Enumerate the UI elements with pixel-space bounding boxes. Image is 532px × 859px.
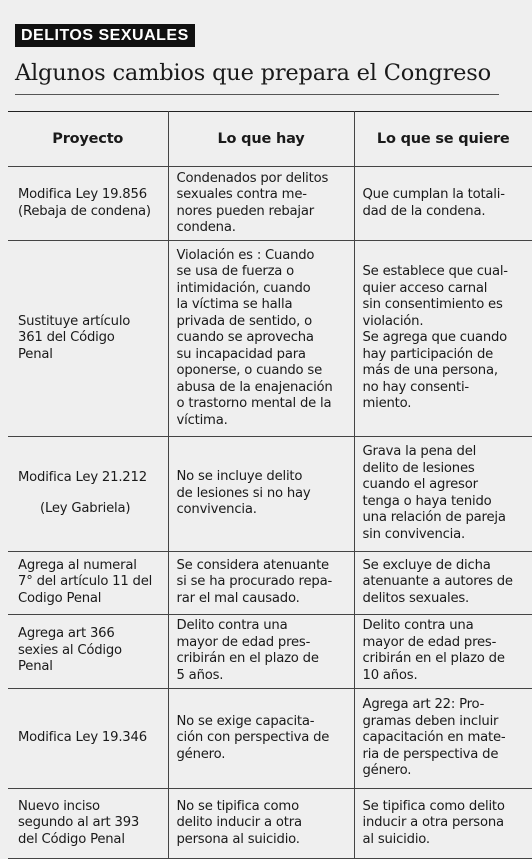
- cell-proyecto: [8, 688, 168, 788]
- cell-text-line: Modifica Ley 21.212: [18, 470, 147, 486]
- cell-text-line: hay participación de: [362, 346, 494, 362]
- table-row: [8, 437, 532, 551]
- cell-text-line: delito de lesiones: [362, 460, 475, 476]
- cell-text-line: intimidación, cuando: [176, 280, 311, 296]
- cell-text-line: Modifica Ley 19.346: [18, 730, 147, 746]
- cell-text-line: inducir a otra persona: [362, 815, 504, 831]
- cell-text-line: Penal: [18, 659, 53, 675]
- cell-text-line: al suicidio.: [362, 831, 430, 847]
- cell-text-line: Penal: [18, 346, 53, 362]
- cell-text-line: nores pueden rebajar: [176, 203, 314, 219]
- cell-text-line: No se exige capacita-: [176, 713, 315, 729]
- title-divider: [15, 94, 499, 95]
- cell-text-line: Condenados por delitos: [176, 170, 329, 186]
- cell-text-line: oponerse, o cuando se: [176, 363, 322, 379]
- section-badge: DELITOS SEXUALES: [15, 24, 195, 47]
- table-row: [8, 241, 532, 437]
- cell-text-line: víctima.: [176, 412, 228, 428]
- cell-lo-que-se-quiere: [354, 551, 532, 614]
- cell-text-line: Se considera atenuante: [176, 557, 329, 573]
- cell-text-line: o trastorno mental de la: [176, 396, 332, 412]
- cell-proyecto: [8, 167, 168, 241]
- cell-text-line: rar el mal causado.: [176, 590, 300, 606]
- cell-text-line: ria de perspectiva de: [362, 746, 499, 762]
- table-row: [8, 614, 532, 688]
- cell-text-line: No se tipifica como: [176, 798, 299, 814]
- cell-lo-que-hay: [168, 614, 354, 688]
- cell-text-line: sin consentimiento es: [362, 297, 503, 313]
- cell-text-line: Agrega art 22: Pro-: [362, 697, 485, 713]
- cell-text-line: mayor de edad pres-: [362, 634, 497, 650]
- cell-text-line: mayor de edad pres-: [176, 634, 311, 650]
- cell-text-line: 7° del artículo 11 del: [18, 574, 153, 590]
- cell-text-line: miento.: [362, 396, 412, 412]
- cell-text-line: Modifica Ley 19.856: [18, 187, 147, 203]
- cell-text-line: cuando se aprovecha: [176, 330, 314, 346]
- cell-text-line: cribirán en el plazo de: [176, 651, 319, 667]
- cell-text-line: gramas deben incluir: [362, 713, 499, 729]
- cell-text-line: dad de la condena.: [362, 203, 486, 219]
- cell-lo-que-hay: [168, 437, 354, 551]
- cell-text-line: Se agrega que cuando: [362, 330, 508, 346]
- cell-text-line: (Rebaja de condena): [18, 203, 151, 219]
- cell-text-line: Se tipifica como delito: [362, 798, 505, 814]
- cell-text-line: delitos sexuales.: [362, 590, 470, 606]
- cell-text-line: tenga o haya tenido: [362, 493, 492, 509]
- changes-table: [8, 111, 532, 859]
- cell-proyecto: [8, 437, 168, 551]
- cell-text-line: su incapacidad para: [176, 346, 306, 362]
- cell-text-line: Que cumplan la totali-: [362, 187, 505, 203]
- cell-text-line: Agrega art 366: [18, 626, 115, 642]
- cell-text-line: de lesiones si no hay: [176, 485, 311, 501]
- cell-text-line: del Código Penal: [18, 831, 125, 847]
- cell-text-line: convivencia.: [176, 502, 257, 518]
- cell-text-line: abusa de la enajenación: [176, 379, 333, 395]
- cell-text-line: se usa de fuerza o: [176, 264, 295, 280]
- column-header-lo-que-se-quiere: Lo que se quiere: [354, 112, 532, 167]
- cell-lo-que-hay: [168, 241, 354, 437]
- cell-lo-que-hay: [168, 551, 354, 614]
- cell-text-line: delito inducir a otra: [176, 815, 302, 831]
- cell-text-line: atenuante a autores de: [362, 574, 513, 590]
- cell-lo-que-se-quiere: [354, 167, 532, 241]
- cell-text-line: la víctima se halla: [176, 297, 293, 313]
- cell-proyecto: [8, 788, 168, 858]
- cell-text-line: no hay consenti-: [362, 379, 469, 395]
- column-header-proyecto: Proyecto: [8, 112, 168, 167]
- cell-text-line: Codigo Penal: [18, 590, 102, 606]
- cell-text-line: privada de sentido, o: [176, 313, 313, 329]
- cell-text-line: una relación de pareja: [362, 510, 506, 526]
- page-title: Algunos cambios que prepara el Congreso: [15, 60, 491, 86]
- cell-text-line: si se ha procurado repa-: [176, 574, 333, 590]
- cell-proyecto: [8, 551, 168, 614]
- table-row: [8, 167, 532, 241]
- cell-lo-que-hay: [168, 167, 354, 241]
- cell-text-line: 361 del Código: [18, 330, 115, 346]
- cell-text-line: sin convivencia.: [362, 526, 465, 542]
- cell-lo-que-hay: [168, 788, 354, 858]
- cell-text-line: Delito contra una: [362, 618, 474, 634]
- cell-text-line: Grava la pena del: [362, 444, 477, 460]
- table-header-row: [8, 112, 532, 167]
- cell-text-line: capacitación en mate-: [362, 730, 506, 746]
- cell-text-line: quier acceso carnal: [362, 280, 488, 296]
- cell-text-line: sexuales contra me-: [176, 187, 307, 203]
- cell-text-line: 10 años.: [362, 667, 418, 683]
- cell-text-line: más de una persona,: [362, 363, 498, 379]
- cell-text-line: persona al suicidio.: [176, 831, 300, 847]
- table-row: [8, 551, 532, 614]
- cell-text-line: condena.: [176, 220, 236, 236]
- table-row: [8, 688, 532, 788]
- cell-text-line: cuando el agresor: [362, 477, 478, 493]
- cell-text-line: género.: [176, 746, 226, 762]
- cell-text-line: Delito contra una: [176, 618, 288, 634]
- cell-text-line: género.: [362, 763, 412, 779]
- cell-text-line: 5 años.: [176, 667, 224, 683]
- table-row: [8, 788, 532, 858]
- cell-lo-que-se-quiere: [354, 788, 532, 858]
- cell-lo-que-se-quiere: [354, 688, 532, 788]
- cell-text-line: ción con perspectiva de: [176, 730, 330, 746]
- column-header-lo-que-hay: Lo que hay: [168, 112, 354, 167]
- cell-text-line: Agrega al numeral: [18, 557, 137, 573]
- cell-lo-que-se-quiere: [354, 614, 532, 688]
- cell-proyecto: [8, 614, 168, 688]
- cell-proyecto: [8, 241, 168, 437]
- cell-text-line: Violación es : Cuando: [176, 247, 315, 263]
- cell-text-line: (Ley Gabriela): [40, 500, 131, 516]
- cell-text-line: No se incluye delito: [176, 469, 303, 485]
- changes-table-container: [8, 111, 532, 859]
- cell-lo-que-se-quiere: [354, 241, 532, 437]
- cell-text-line: sexies al Código: [18, 642, 122, 658]
- cell-lo-que-hay: [168, 688, 354, 788]
- cell-text-line: cribirán en el plazo de: [362, 651, 505, 667]
- cell-text-line: violación.: [362, 313, 424, 329]
- cell-text-line: Sustituye artículo: [18, 313, 131, 329]
- cell-lo-que-se-quiere: [354, 437, 532, 551]
- cell-text-line: segundo al art 393: [18, 815, 140, 831]
- cell-text-line: Se excluye de dicha: [362, 557, 491, 573]
- cell-text-line: Se establece que cual-: [362, 264, 508, 280]
- cell-text-line: Nuevo inciso: [18, 798, 100, 814]
